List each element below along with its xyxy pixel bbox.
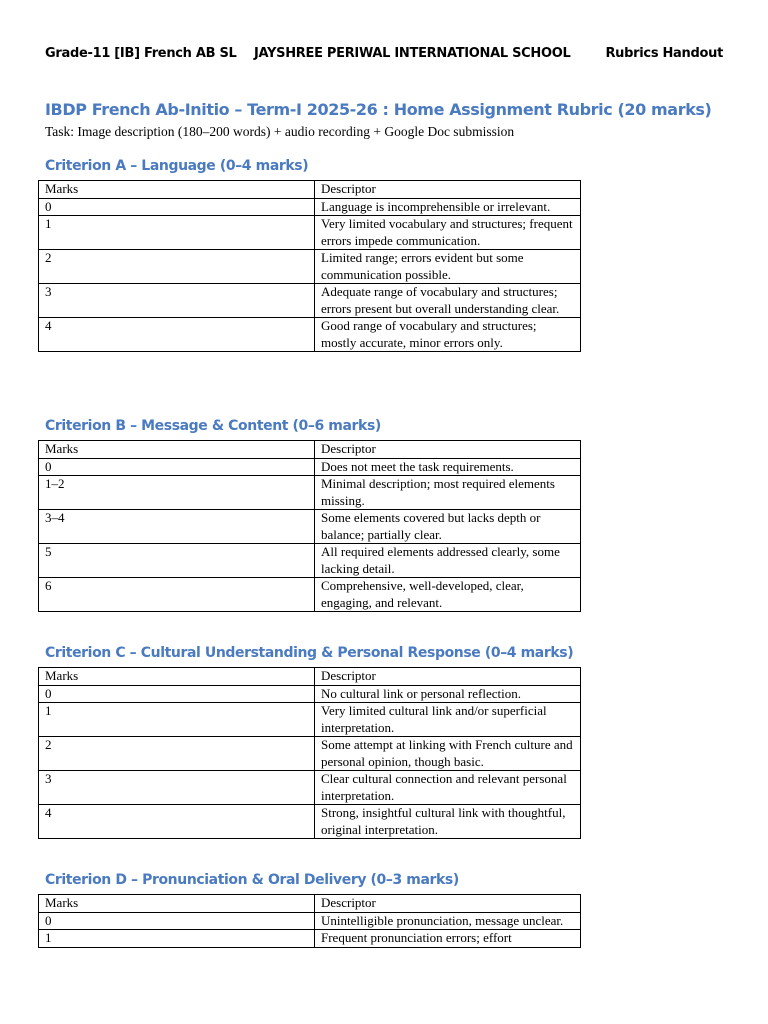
- marks-cell: 3–4: [39, 510, 315, 544]
- criterion-a-table: [38, 180, 581, 352]
- table-row: [39, 198, 581, 216]
- table-row: [39, 912, 581, 930]
- descriptor-cell: Minimal description; most required elements missing.: [315, 476, 581, 510]
- descriptor-column-header: Descriptor: [315, 441, 581, 459]
- descriptor-cell: No cultural link or personal reflection.: [315, 685, 581, 703]
- descriptor-column-header: Descriptor: [315, 668, 581, 686]
- header-school: JAYSHREE PERIWAL INTERNATIONAL SCHOOL: [254, 46, 571, 61]
- marks-cell: 0: [39, 458, 315, 476]
- marks-cell: 0: [39, 198, 315, 216]
- page-title: IBDP French Ab-Initio – Term-I 2025-26 : Home Assignment Rubric (20 marks): [45, 100, 712, 119]
- page-header: [45, 46, 725, 66]
- marks-cell: 6: [39, 578, 315, 612]
- table-row: [39, 771, 581, 805]
- table-row: [39, 703, 581, 737]
- table-row: [39, 250, 581, 284]
- descriptor-cell: Very limited cultural link and/or superficial interpretation.: [315, 703, 581, 737]
- table-row: [39, 805, 581, 839]
- descriptor-cell: Frequent pronunciation errors; effort: [315, 930, 581, 948]
- table-row: [39, 216, 581, 250]
- criterion-c-title: Criterion C – Cultural Understanding & Personal Response (0–4 marks): [45, 645, 574, 661]
- descriptor-column-header: Descriptor: [315, 895, 581, 913]
- criterion-d-table: [38, 894, 581, 948]
- criterion-a-title: Criterion A – Language (0–4 marks): [45, 158, 309, 174]
- table-row: [39, 510, 581, 544]
- marks-cell: 3: [39, 284, 315, 318]
- criterion-b-table: [38, 440, 581, 612]
- marks-cell: 1: [39, 930, 315, 948]
- table-row: [39, 685, 581, 703]
- table-row: [39, 284, 581, 318]
- table-row: [39, 318, 581, 352]
- descriptor-cell: Very limited vocabulary and structures; frequent errors impede communication.: [315, 216, 581, 250]
- table-row: [39, 737, 581, 771]
- descriptor-cell: Comprehensive, well-developed, clear, engaging, and relevant.: [315, 578, 581, 612]
- descriptor-cell: Unintelligible pronunciation, message unclear.: [315, 912, 581, 930]
- descriptor-cell: Some elements covered but lacks depth or balance; partially clear.: [315, 510, 581, 544]
- marks-column-header: Marks: [39, 895, 315, 913]
- marks-cell: 1: [39, 216, 315, 250]
- header-doc-type: Rubrics Handout: [605, 46, 723, 61]
- descriptor-column-header: Descriptor: [315, 181, 581, 199]
- descriptor-cell: Does not meet the task requirements.: [315, 458, 581, 476]
- descriptor-cell: Good range of vocabulary and structures; mostly accurate, minor errors only.: [315, 318, 581, 352]
- marks-cell: 5: [39, 544, 315, 578]
- marks-cell: 3: [39, 771, 315, 805]
- descriptor-cell: Language is incomprehensible or irrelevant.: [315, 198, 581, 216]
- table-row: [39, 476, 581, 510]
- criterion-c-table: [38, 667, 581, 839]
- table-header-row: [39, 181, 581, 199]
- table-header-row: [39, 895, 581, 913]
- table-row: [39, 458, 581, 476]
- criterion-b-title: Criterion B – Message & Content (0–6 marks): [45, 418, 381, 434]
- marks-cell: 4: [39, 318, 315, 352]
- table-row: [39, 930, 581, 948]
- marks-column-header: Marks: [39, 181, 315, 199]
- marks-cell: 2: [39, 737, 315, 771]
- descriptor-cell: All required elements addressed clearly, some lacking detail.: [315, 544, 581, 578]
- marks-cell: 2: [39, 250, 315, 284]
- task-description: Task: Image description (180–200 words) + audio recording + Google Doc submission: [45, 124, 515, 139]
- table-header-row: [39, 441, 581, 459]
- table-row: [39, 578, 581, 612]
- descriptor-cell: Limited range; errors evident but some communication possible.: [315, 250, 581, 284]
- descriptor-cell: Clear cultural connection and relevant personal interpretation.: [315, 771, 581, 805]
- descriptor-cell: Adequate range of vocabulary and structures; errors present but overall understanding clear.: [315, 284, 581, 318]
- header-course: Grade-11 [IB] French AB SL: [45, 46, 237, 61]
- marks-cell: 0: [39, 912, 315, 930]
- marks-column-header: Marks: [39, 441, 315, 459]
- marks-cell: 1: [39, 703, 315, 737]
- table-header-row: [39, 668, 581, 686]
- marks-cell: 0: [39, 685, 315, 703]
- marks-cell: 4: [39, 805, 315, 839]
- marks-column-header: Marks: [39, 668, 315, 686]
- marks-cell: 1–2: [39, 476, 315, 510]
- criterion-d-title: Criterion D – Pronunciation & Oral Delivery (0–3 marks): [45, 872, 459, 888]
- table-row: [39, 544, 581, 578]
- descriptor-cell: Strong, insightful cultural link with thoughtful, original interpretation.: [315, 805, 581, 839]
- descriptor-cell: Some attempt at linking with French culture and personal opinion, though basic.: [315, 737, 581, 771]
